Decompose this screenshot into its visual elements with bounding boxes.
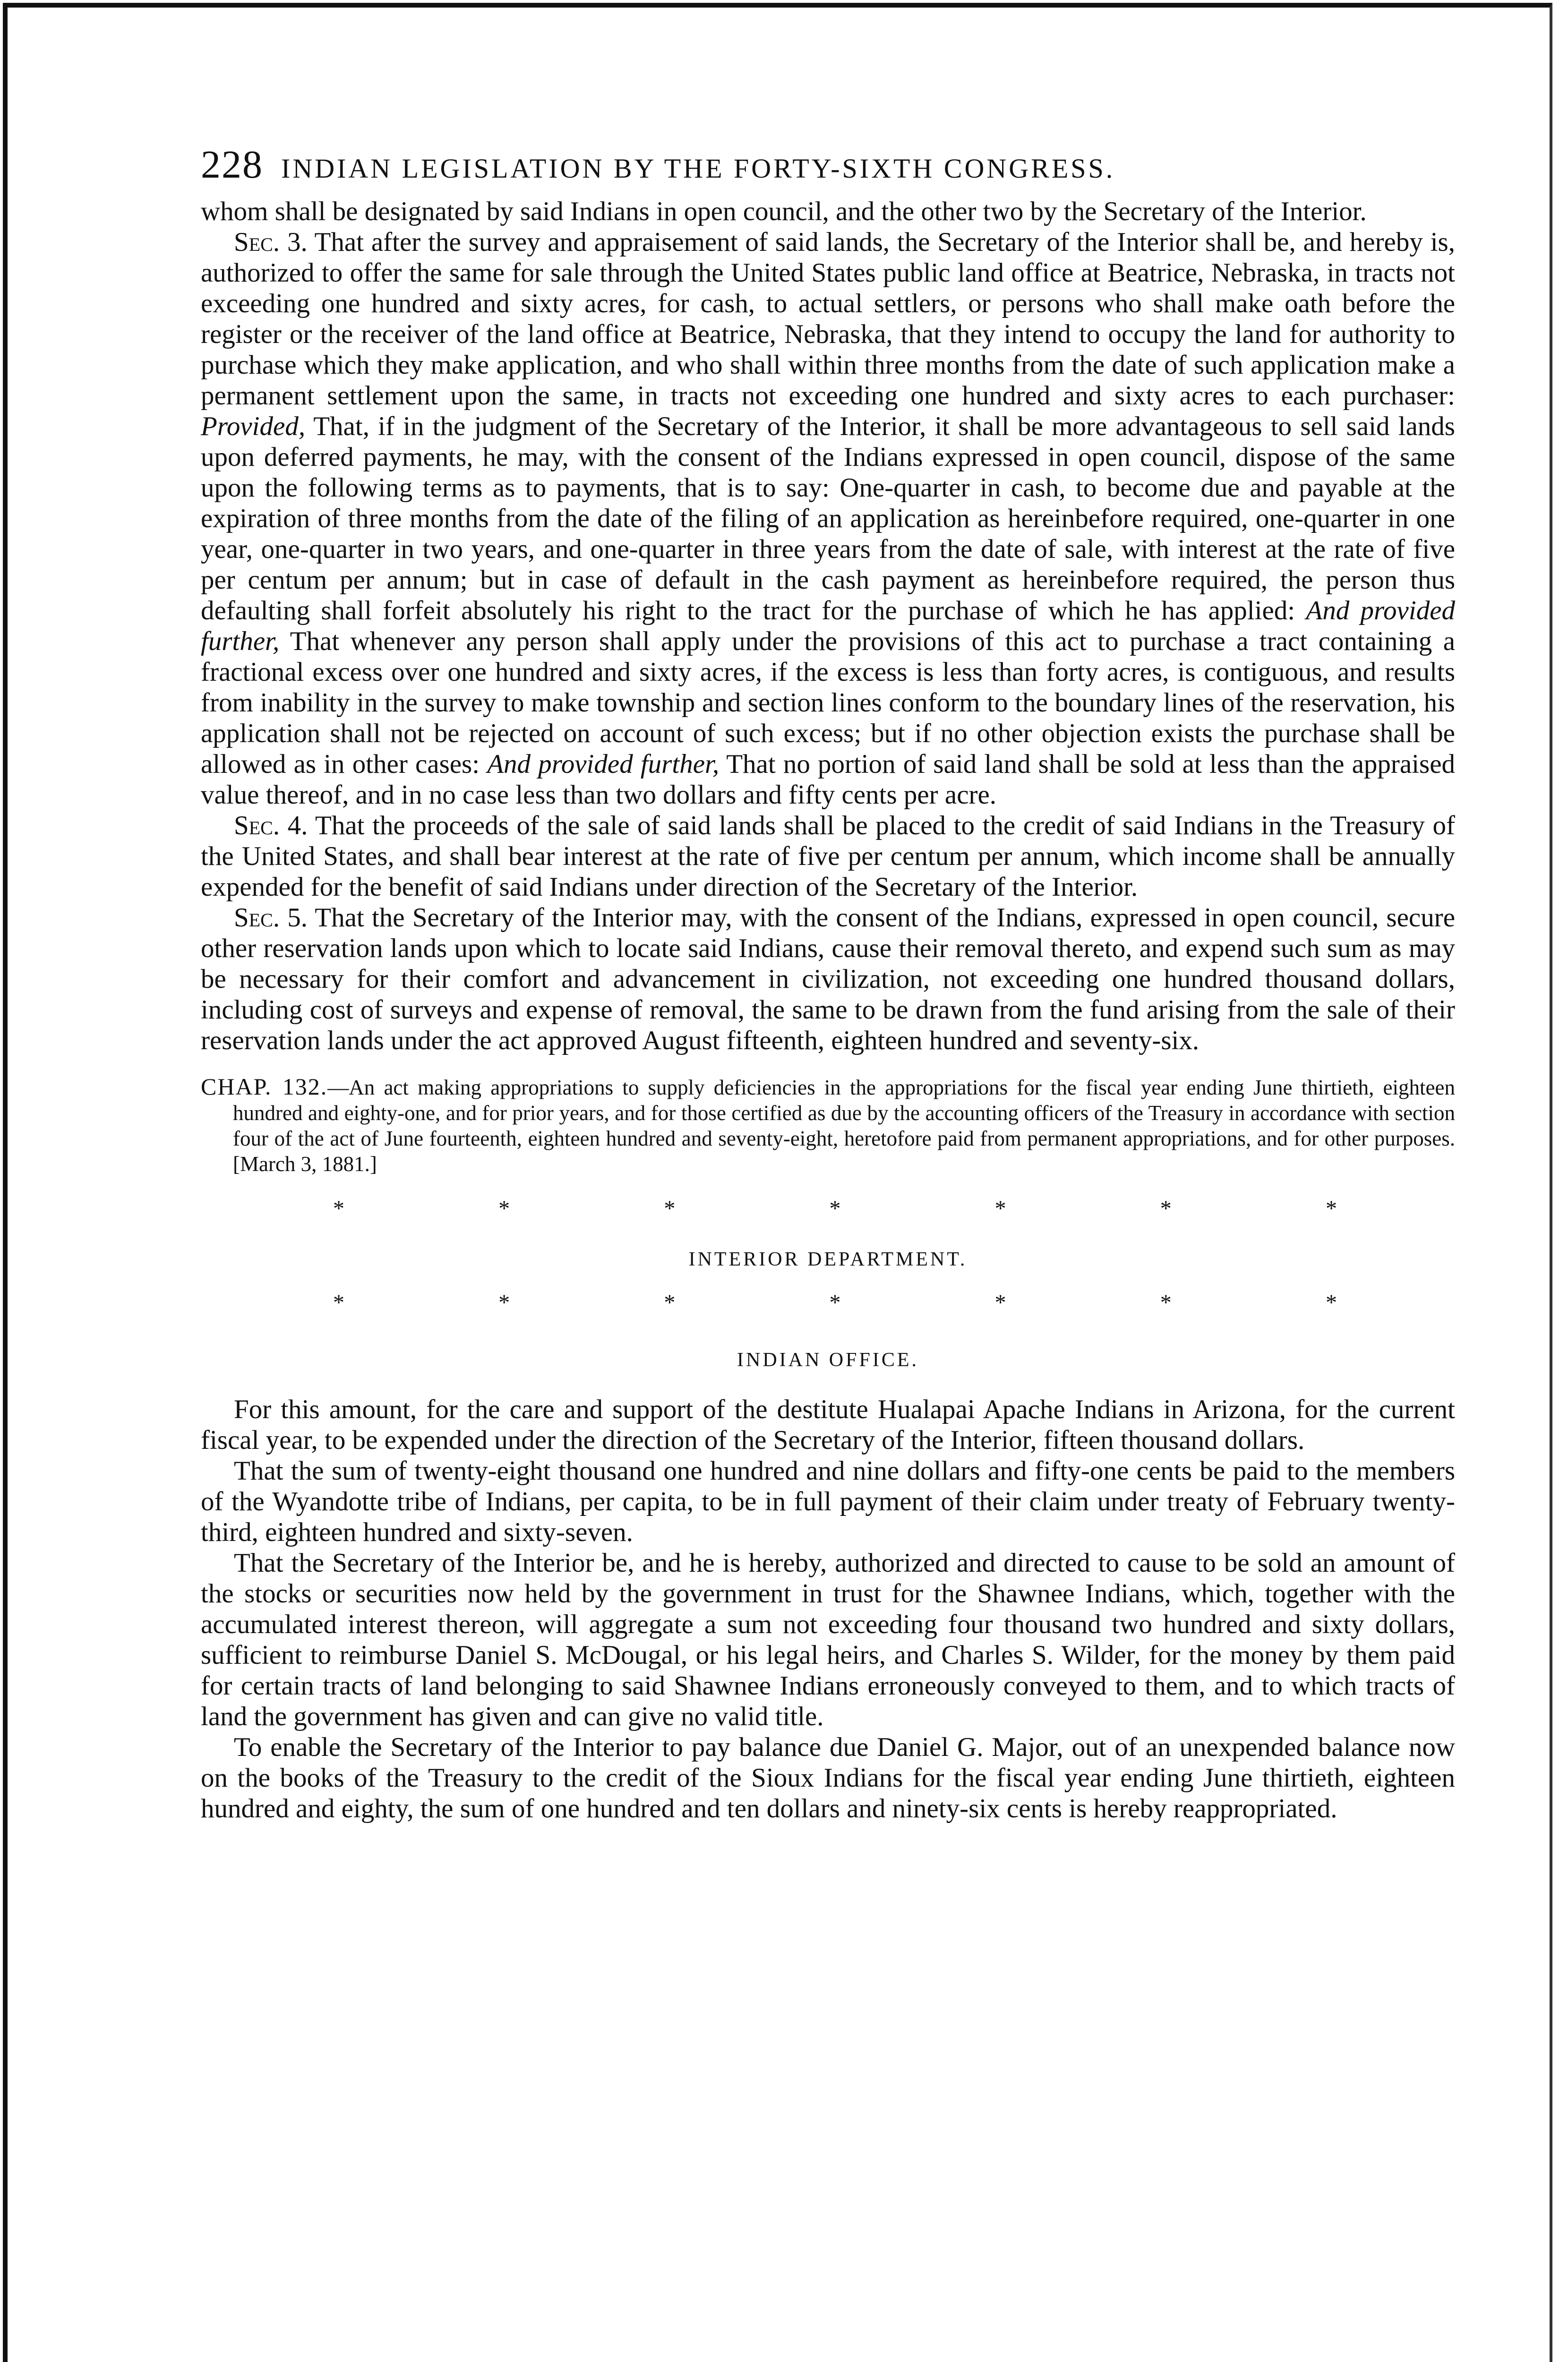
section-4-text: That the proceeds of the sale of said lands shall be placed to the credit of said Indians in the Treasury of the United States, and shall bear interest at the rate of five per centum per annum, which income shall be annually expended for the benefit of said Indians under direction of the Secretary of the Interior. bbox=[201, 811, 1455, 902]
star: * bbox=[829, 1196, 841, 1221]
chapter-heading bbox=[201, 1074, 1455, 1177]
star: * bbox=[1325, 1290, 1337, 1315]
ellipsis-stars-bottom bbox=[201, 1290, 1455, 1316]
section-3-label: Sec. 3. bbox=[234, 227, 308, 257]
section-3-text-4: That no portion of said land shall be sold at less than the appraised value thereof, and in no case less than two dollars and fifty cents per acre. bbox=[201, 749, 1455, 810]
running-head bbox=[201, 142, 1455, 188]
paragraph-wyandotte: That the sum of twenty-eight thousand one hundred and nine dollars and fifty-one cents be paid to the members of the Wyandotte tribe of Indians, per capita, to be in full payment of their claim under treaty of February twenty-third, eighteen hundred and sixty-seven. bbox=[201, 1456, 1455, 1547]
section-3 bbox=[201, 227, 1455, 810]
paragraph-hualapai: For this amount, for the care and support of the destitute Hualapai Apache Indians in Arizona, for the current fiscal year, to be expended under the direction of the Secretary of the Interior, fifteen thousand dollars. bbox=[201, 1395, 1455, 1455]
section-5-text: That the Secretary of the Interior may, with the consent of the Indians, expressed in open council, secure other reservation lands upon which to locate said Indians, cause their removal thereto, and expend such sum as may be necessary for their comfort and advancement in civilization, not exceeding one hundred thousand dollars, including cost of surveys and expense of removal, the same to be drawn from the fund arising from the sale of their reservation lands under the act approved August fifteenth, eighteen hundred and seventy-six. bbox=[201, 903, 1455, 1055]
proviso-1: Provided, bbox=[201, 411, 306, 441]
star: * bbox=[498, 1290, 510, 1315]
section-4-label: Sec. 4. bbox=[234, 811, 308, 840]
section-3-text-2: That, if in the judgment of the Secretary of the Interior, it shall be more advantageous to sell said lands upon deferred payments, he may, with the consent of the Indians expressed in open council, dispose of the same upon the following terms as to payments, that is to say: One-quarter in cash, to become due and payable at the expiration of three months from the date of the filing of an application as hereinbefore required, one-quarter in one year, one-quarter in two years, and one-quarter in three years from the date of sale, with interest at the rate of five per centum per annum; but in case of default in the cash payment as hereinbefore required, the person thus defaulting shall forfeit absolutely his right to the tract for the purchase of which he has applied: bbox=[201, 411, 1455, 625]
star: * bbox=[994, 1196, 1006, 1221]
star: * bbox=[498, 1196, 510, 1221]
paragraph-shawnee: That the Secretary of the Interior be, and he is hereby, authorized and directed to cause to be sold an amount of the stocks or securities now held by the government in trust for the Shawnee Indians, which, together with the accumulated interest thereon, will aggregate a sum not exceeding four thousand two hundred and sixty dollars, sufficient to reimburse Daniel S. McDougal, or his legal heirs, and Charles S. Wilder, for the money by them paid for certain tracts of land belonging to said Shawnee Indians erroneously conveyed to them, and to which tracts of land the government has given and can give no valid title. bbox=[201, 1548, 1455, 1731]
section-5 bbox=[201, 902, 1455, 1056]
section-5-label: Sec. 5. bbox=[234, 903, 308, 933]
chapter-number: CHAP. 132. bbox=[201, 1073, 328, 1100]
section-3-text-3: That whenever any person shall apply under the provisions of this act to purchase a tract containing a fractional excess over one hundred and sixty acres, if the excess is less than forty acres, is contiguous, and results from inability in the survey to make township and section lines conform to the boundary lines of the reservation, his application shall not be rejected on account of such excess; but if no other objection exists the purchase shall be allowed as in other cases: bbox=[201, 626, 1455, 779]
star: * bbox=[333, 1196, 344, 1221]
appropriations-section bbox=[201, 1394, 1455, 1824]
proviso-3: And provided further, bbox=[487, 749, 720, 779]
star: * bbox=[333, 1290, 344, 1315]
section-3-text-1: That after the survey and appraisement of said lands, the Secretary of the Interior shall be, and hereby is, authorized to offer the same for sale through the United States public land office at Beatrice, Nebraska, in tracts not exceeding one hundred and sixty acres, for cash, to actual settlers, or persons who shall make oath before the register or the receiver of the land office at Beatrice, Nebraska, that they intend to occupy the land for authority to purchase which they make application, and who shall within three months from the date of such application make a permanent settlement upon the same, in tracts not exceeding one hundred and sixty acres to each purchaser: bbox=[201, 227, 1455, 411]
proviso-2: And provided further, bbox=[201, 596, 1455, 656]
ellipsis-stars-top bbox=[201, 1196, 1455, 1222]
paragraph-continuation: whom shall be designated by said Indians in open council, and the other two by the Secretary of the Interior. bbox=[201, 197, 1367, 226]
star: * bbox=[664, 1290, 676, 1315]
section-4 bbox=[201, 810, 1455, 902]
star: * bbox=[829, 1290, 841, 1315]
heading-indian-office: INDIAN OFFICE. bbox=[737, 1349, 919, 1371]
paragraph-sioux: To enable the Secretary of the Interior to pay balance due Daniel G. Major, out of an unexpended balance now on the books of the Treasury to the credit of the Sioux Indians for the fiscal year ending June thirtieth, eighteen hundred and eighty, the sum of one hundred and ten dollars and ninety-six cents is hereby reappropriated. bbox=[201, 1732, 1455, 1823]
page-number: 228 bbox=[201, 143, 263, 187]
page-content bbox=[201, 142, 1455, 1824]
chapter-description: —An act making appropriations to supply deficiencies in the appropriations for the fiscal year ending June thirtieth, eighteen hundred and eighty-one, and for prior years, and for those certified as due by the accounting officers of the Treasury in accordance with section four of the act of June fourteenth, eighteen hundred and seventy-eight, heretofore paid from permanent appropriations, and for other purposes. [March 3, 1881.] bbox=[233, 1076, 1455, 1176]
star: * bbox=[664, 1196, 676, 1221]
star: * bbox=[1325, 1196, 1337, 1221]
heading-interior-department: INTERIOR DEPARTMENT. bbox=[688, 1249, 968, 1270]
star: * bbox=[1160, 1196, 1172, 1221]
running-title: INDIAN LEGISLATION BY THE FORTY-SIXTH CONGRESS. bbox=[281, 153, 1115, 184]
star: * bbox=[994, 1290, 1006, 1315]
star: * bbox=[1160, 1290, 1172, 1315]
